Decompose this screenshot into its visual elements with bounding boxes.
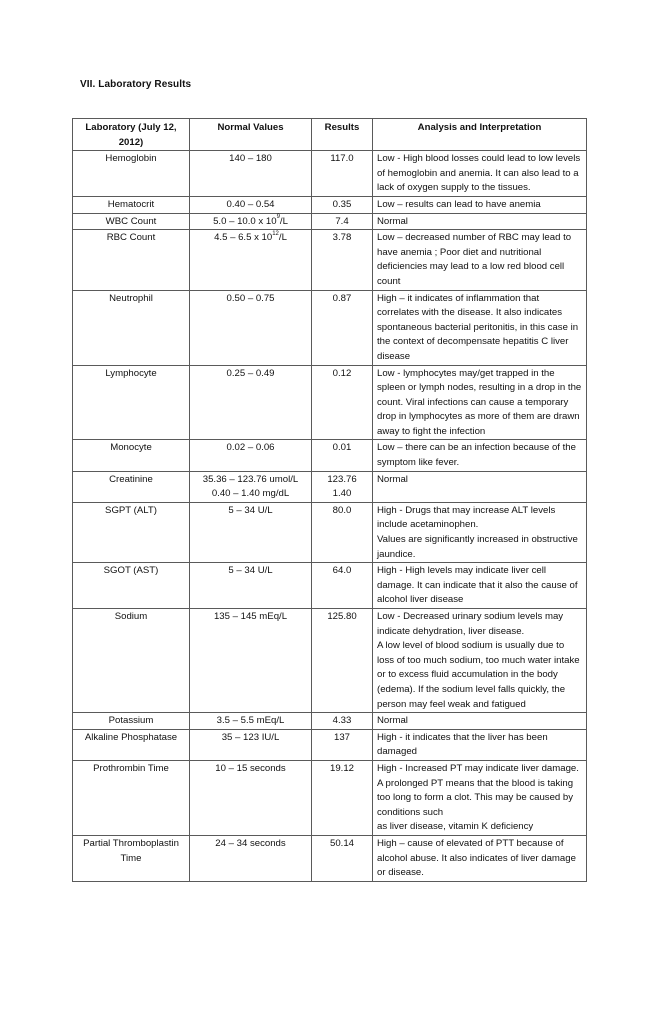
result-cell [312, 213, 373, 230]
result-value: 0.12 [332, 367, 352, 379]
analysis-cell [373, 609, 587, 713]
normal-value-cell [190, 713, 312, 730]
section-title: VII. Laboratory Results [80, 79, 192, 90]
table-row [73, 440, 587, 471]
table-row [73, 729, 587, 760]
analysis-paragraph: Low - Decreased urinary sodium levels may indicate dehydration, liver disease. [377, 611, 564, 637]
analysis-cell: Low – there can be an infection because of the symptom like fever. [373, 440, 587, 471]
lab-name-cell: Potassium [73, 713, 190, 730]
result-cell [312, 760, 373, 835]
normal-value-line: 0.25 – 0.49 [226, 367, 275, 379]
table-row [73, 290, 587, 365]
normal-value-line: 35 – 123 IU/L [221, 731, 280, 743]
table-row [73, 609, 587, 713]
result-value: 123.76 [327, 473, 357, 485]
result-cell [312, 713, 373, 730]
result-value: 19.12 [329, 762, 354, 774]
lab-name-cell: Hematocrit [73, 196, 190, 213]
normal-value-line: 35.36 – 123.76 umol/L [202, 473, 299, 485]
lab-name-cell: Partial Thromboplastin Time [73, 835, 190, 881]
table-row [73, 151, 587, 197]
normal-value-line: 0.02 – 0.06 [226, 442, 275, 454]
table-header-row [73, 119, 587, 151]
normal-value-exponent: 9 [276, 214, 280, 221]
table-row [73, 835, 587, 881]
normal-value-cell [190, 609, 312, 713]
lab-name-cell: Creatinine [73, 471, 190, 502]
normal-value-cell [190, 230, 312, 290]
table-row [73, 502, 587, 562]
analysis-paragraph: A low level of blood sodium is usually due to loss of too much sodium, too much water intake or to excess fluid accumulation in the body (edema). If the sodium level falls quickly, the person may feel weak and fatigued [377, 640, 580, 710]
normal-value-line: 0.40 – 0.54 [226, 198, 275, 210]
analysis-cell [373, 760, 587, 835]
result-value: 50.14 [329, 837, 354, 849]
normal-value-unit: /L [279, 215, 288, 227]
analysis-cell [373, 502, 587, 562]
analysis-cell: Low - lymphocytes may/get trapped in the spleen or lymph nodes, resulting in a drop in the count. Viral infections can cause a temporary drop in lymphocytes as more of them are drawn away to fight the infection [373, 365, 587, 440]
normal-value-line: 10 – 15 seconds [215, 762, 286, 774]
normal-value-cell [190, 835, 312, 881]
normal-value-line: 0.50 – 0.75 [226, 292, 275, 304]
analysis-cell: High – it indicates of inflammation that correlates with the disease. It also indicates spontaneous bacterial peritonitis, in this case in the context of decompensate hepatitis C liver disease [373, 290, 587, 365]
result-cell [312, 835, 373, 881]
lab-name-cell: Neutrophil [73, 290, 190, 365]
table-row [73, 563, 587, 609]
normal-value-cell [190, 502, 312, 562]
result-value: 117.0 [330, 153, 354, 165]
normal-value-cell [190, 563, 312, 609]
analysis-cell: Low – results can lead to have anemia [373, 196, 587, 213]
header-laboratory: Laboratory (July 12, 2012) [73, 119, 190, 151]
normal-value-line: 24 – 34 seconds [215, 837, 286, 849]
analysis-cell: Low – decreased number of RBC may lead to have anemia ; Poor diet and nutritional deficiencies may lead to a low red blood cell count [373, 230, 587, 290]
analysis-paragraph: Values are significantly increased in obstructive jaundice. [377, 534, 578, 560]
lab-name-cell: Monocyte [73, 440, 190, 471]
normal-value-cell [190, 729, 312, 760]
result-cell [312, 609, 373, 713]
header-results: Results [312, 119, 373, 151]
result-cell [312, 502, 373, 562]
lab-name-cell: RBC Count [73, 230, 190, 290]
header-normal-values: Normal Values [190, 119, 312, 151]
table-row [73, 471, 587, 502]
result-cell [312, 151, 373, 197]
result-cell [312, 365, 373, 440]
result-value: 64.0 [332, 565, 352, 577]
analysis-cell: High – cause of elevated of PTT because of alcohol abuse. It also indicates of liver damage or disease. [373, 835, 587, 881]
table-row [73, 760, 587, 835]
result-value: 125.80 [327, 611, 357, 622]
lab-name-cell: SGPT (ALT) [73, 502, 190, 562]
table-row [73, 196, 587, 213]
result-cell [312, 230, 373, 290]
result-cell [312, 471, 373, 502]
lab-name-cell: WBC Count [73, 213, 190, 230]
lab-name-cell: Alkaline Phosphatase [73, 729, 190, 760]
result-cell [312, 563, 373, 609]
analysis-cell: High - it indicates that the liver has been damaged [373, 729, 587, 760]
analysis-cell: Normal [373, 213, 587, 230]
lab-name-cell: Hemoglobin [73, 151, 190, 197]
lab-name-cell: Sodium [73, 609, 190, 713]
normal-value-cell [190, 196, 312, 213]
normal-value-base: 5.0 – 10.0 x 10 [213, 215, 277, 227]
result-value: 4.33 [332, 715, 352, 727]
normal-value-line: 5 – 34 U/L [228, 504, 273, 516]
result-cell [312, 196, 373, 213]
normal-value-cell [190, 471, 312, 502]
table-body [73, 151, 587, 882]
normal-value-cell [190, 213, 312, 230]
normal-value-line: 5 – 34 U/L [228, 565, 273, 577]
result-cell [312, 440, 373, 471]
lab-name-cell: SGOT (AST) [73, 563, 190, 609]
lab-name-cell: Lymphocyte [73, 365, 190, 440]
result-value: 0.01 [332, 442, 352, 454]
result-value: 0.35 [332, 198, 352, 210]
normal-value-cell [190, 760, 312, 835]
normal-value-cell [190, 151, 312, 197]
normal-value-line: 3.5 – 5.5 mEq/L [216, 715, 285, 727]
result-value: 3.78 [332, 232, 352, 244]
lab-results-table [72, 118, 587, 882]
table-row [73, 365, 587, 440]
result-cell [312, 290, 373, 365]
normal-value-line: 135 – 145 mEq/L [213, 611, 288, 622]
header-analysis: Analysis and Interpretation [373, 119, 587, 151]
analysis-cell: Normal [373, 713, 587, 730]
analysis-cell: Normal [373, 471, 587, 502]
table-row [73, 213, 587, 230]
result-value: 80.0 [332, 504, 352, 516]
lab-name-cell: Prothrombin Time [73, 760, 190, 835]
analysis-cell: Low - High blood losses could lead to low levels of hemoglobin and anemia. It can also lead to a lack of oxygen supply to the tissues. [373, 151, 587, 197]
normal-value-unit: /L [278, 232, 287, 244]
result-value: 137 [333, 731, 350, 743]
normal-value-line: 140 – 180 [229, 153, 272, 165]
normal-value-cell [190, 365, 312, 440]
normal-value-base: 4.5 – 6.5 x 10 [214, 232, 273, 244]
analysis-paragraph: High - Drugs that may increase ALT levels include acetaminophen. [377, 504, 556, 531]
result-cell [312, 729, 373, 760]
normal-value-cell [190, 290, 312, 365]
result-value: 1.40 [332, 488, 352, 500]
analysis-paragraph: High - Increased PT may indicate liver damage. A prolonged PT means that the blood is taking too long to form a clot. This may be caused by conditions such [377, 762, 579, 818]
result-value: 0.87 [332, 292, 352, 304]
result-value: 7.4 [335, 215, 349, 227]
analysis-cell: High - High levels may indicate liver cell damage. It can indicate that it also the cause of alcohol liver disease [373, 563, 587, 609]
table-row [73, 230, 587, 290]
normal-value-line: 0.40 – 1.40 mg/dL [211, 488, 290, 500]
normal-value-exponent: 12 [272, 230, 279, 237]
analysis-paragraph: as liver disease, vitamin K deficiency [377, 821, 534, 833]
table-row [73, 713, 587, 730]
normal-value-cell [190, 440, 312, 471]
